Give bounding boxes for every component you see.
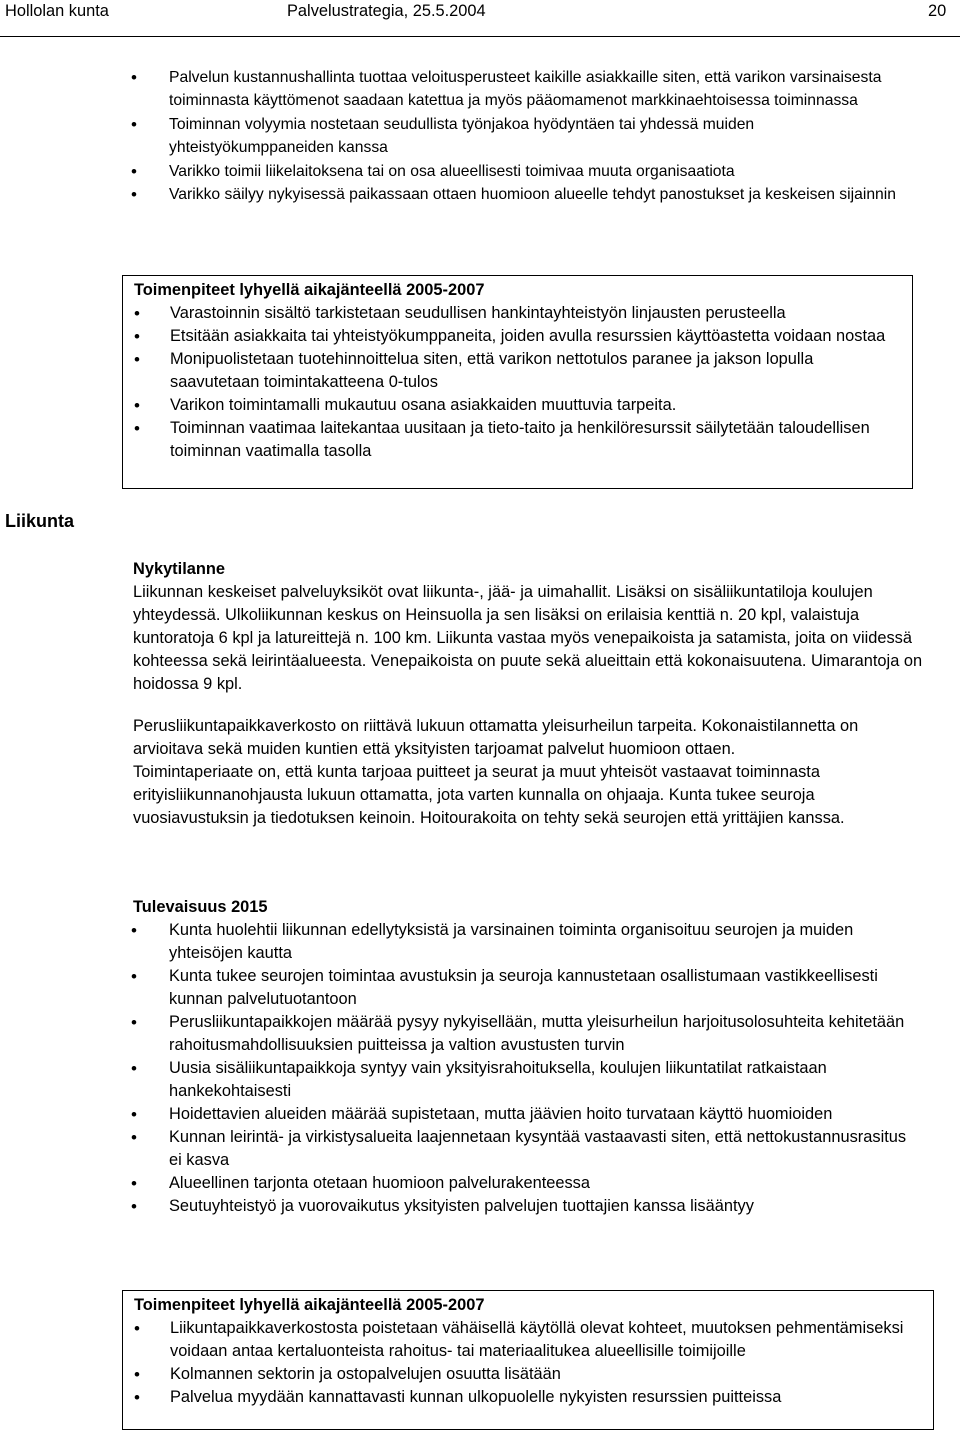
future-section — [133, 896, 923, 1218]
list-item: • Uusia sisäliikuntapaikkoja syntyy vain yksityisrahoituksella, koulujen liikuntatilat ratkaistaan hankekohtaisesti — [122, 1057, 923, 1103]
list-item: • Kunnan leirintä- ja virkistysalueita laajennetaan kysyntää vastaavasti siten, että nettokustannusrasitus ei kasva — [122, 1126, 923, 1172]
header-document-title: Palvelustrategia, 25.5.2004 — [287, 2, 486, 20]
list-item: • Etsitään asiakkaita tai yhteistyökumppaneita, joiden avulla resurssien käyttöastetta voidaan nostaa — [134, 325, 902, 348]
list-item: • Seutuyhteistyö ja vuorovaikutus yksityisten palvelujen tuottajien kanssa lisääntyy — [122, 1195, 923, 1218]
header-organization: Hollolan kunta — [5, 2, 109, 20]
section-title: Liikunta — [5, 511, 75, 531]
list-item: • Toiminnan vaatimaa laitekantaa uusitaan ja tieto-taito ja henkilöresurssit säilytetään taloudellisen toiminnan vaatimalla tasolla — [134, 417, 902, 463]
future-heading: Tulevaisuus 2015 — [133, 898, 268, 916]
list-item: • Varikko toimii liikelaitoksena tai on osa alueellisesti toimivaa muuta organisaatiota — [122, 160, 912, 183]
list-item: • Hoidettavien alueiden määrää supistetaan, mutta jäävien hoito turvataan käyttö huomioiden — [122, 1103, 923, 1126]
current-paragraph-3: Toimintaperiaate on, että kunta tarjoaa puitteet ja seurat ja muut yhteisöt vastaavat toiminnasta erityisliikunnanohjausta lukuun ottamatta, jota varten kunnalla on ohjaaja. Kunta tukee seuroja vuosiavustuksin ja tiedotuksen keinoin. Hoitourakoita on tehty sekä seurojen että yrittäjien kanssa. — [133, 763, 845, 827]
page-number: 20 — [928, 2, 947, 20]
list-item: • Monipuolistetaan tuotehinnoittelua siten, että varikon nettotulos paranee ja jakson lopulla saavutetaan toimintakatteena 0-tulos — [134, 348, 902, 394]
current-paragraph-1: Liikunnan keskeiset palveluyksiköt ovat liikunta-, jää- ja uimahallit. Lisäksi on sisäliikuntatiloja koulujen yhteydessä. Ulkoliikunnan keskus on Heinsuolla ja sen lisäksi on erilaisia kenttiä n. 20 kpl, valaistuja kuntoratoja 6 kpl ja latureittejä n. 100 km. Liikunta vastaa myös venepaikoista ja satamista, joita on viidessä kohteessa sekä leirintäalueesta. Venepaikoista on puute sekä alueittain että kokonaisuutena. Uimarantoja on hoidossa 9 kpl. — [133, 583, 923, 693]
current-status-heading: Nykytilanne — [133, 560, 226, 578]
list-item: • Kunta tukee seurojen toimintaa avustuksin ja seuroja kannustetaan osallistumaan vastikkeellisesti kunnan palvelutuotantoon — [122, 965, 923, 1011]
measures-heading: Toimenpiteet lyhyellä aikajänteellä 2005-2007 — [134, 1296, 485, 1314]
page-header — [0, 0, 960, 40]
list-item: • Perusliikuntapaikkojen määrää pysyy nykyisellään, mutta yleisurheilun harjoitusolosuhteita kehitetään rahoitusmahdollisuuksien puitteissa ja valtion avustusten turvin — [122, 1011, 923, 1057]
list-item: • Liikuntapaikkaverkostosta poistetaan vähäisellä käytöllä olevat kohteet, muutoksen pehmentämiseksi voidaan antaa kertaluonteista rahoitus- tai materiaalitukea alueellisille toimijoille — [134, 1317, 923, 1363]
list-item: • Palvelua myydään kannattavasti kunnan ulkopuolelle nykyisten resurssien puitteissa — [134, 1386, 923, 1409]
list-item: • Alueellinen tarjonta otetaan huomioon palvelurakenteessa — [122, 1172, 923, 1195]
list-item: • Palvelun kustannushallinta tuottaa veloitusperusteet kaikille asiakkaille siten, että varikon varsinaisesta toiminnasta käyttömenot saadaan katettua ja myös pääomamenot markkinaehtoisessa toiminnassa — [122, 66, 912, 113]
measures-heading: Toimenpiteet lyhyellä aikajänteellä 2005-2007 — [134, 281, 485, 299]
measures-box-varikko — [122, 275, 913, 489]
list-item: • Toiminnan volyymia nostetaan seudullista työnjakoa hyödyntäen tai yhdessä muiden yhteistyökumppaneiden kanssa — [122, 113, 912, 160]
list-item: • Varastoinnin sisältö tarkistetaan seudullisen hankintayhteistyön linjausten perusteella — [134, 302, 902, 325]
measures-box-liikunta — [122, 1290, 934, 1430]
list-item: • Varikko säilyy nykyisessä paikassaan ottaen huomioon alueelle tehdyt panostukset ja keskeisen sijainnin — [122, 183, 912, 206]
intro-bullet-list — [122, 66, 912, 206]
current-status-section — [133, 558, 923, 830]
list-item: • Varikon toimintamalli mukautuu osana asiakkaiden muuttuvia tarpeita. — [134, 394, 902, 417]
current-paragraph-2: Perusliikuntapaikkaverkosto on riittävä lukuun ottamatta yleisurheilun tarpeita. Kokonaistilannetta on arvioitava sekä muiden kuntien että yksityisten tarjoamat palvelut huomioon ottaen. — [133, 717, 859, 758]
list-item: • Kunta huolehtii liikunnan edellytyksistä ja varsinainen toiminta organisoituu seurojen ja muiden yhteisöjen kautta — [122, 919, 923, 965]
header-rule — [0, 36, 960, 37]
list-item: • Kolmannen sektorin ja ostopalvelujen osuutta lisätään — [134, 1363, 923, 1386]
